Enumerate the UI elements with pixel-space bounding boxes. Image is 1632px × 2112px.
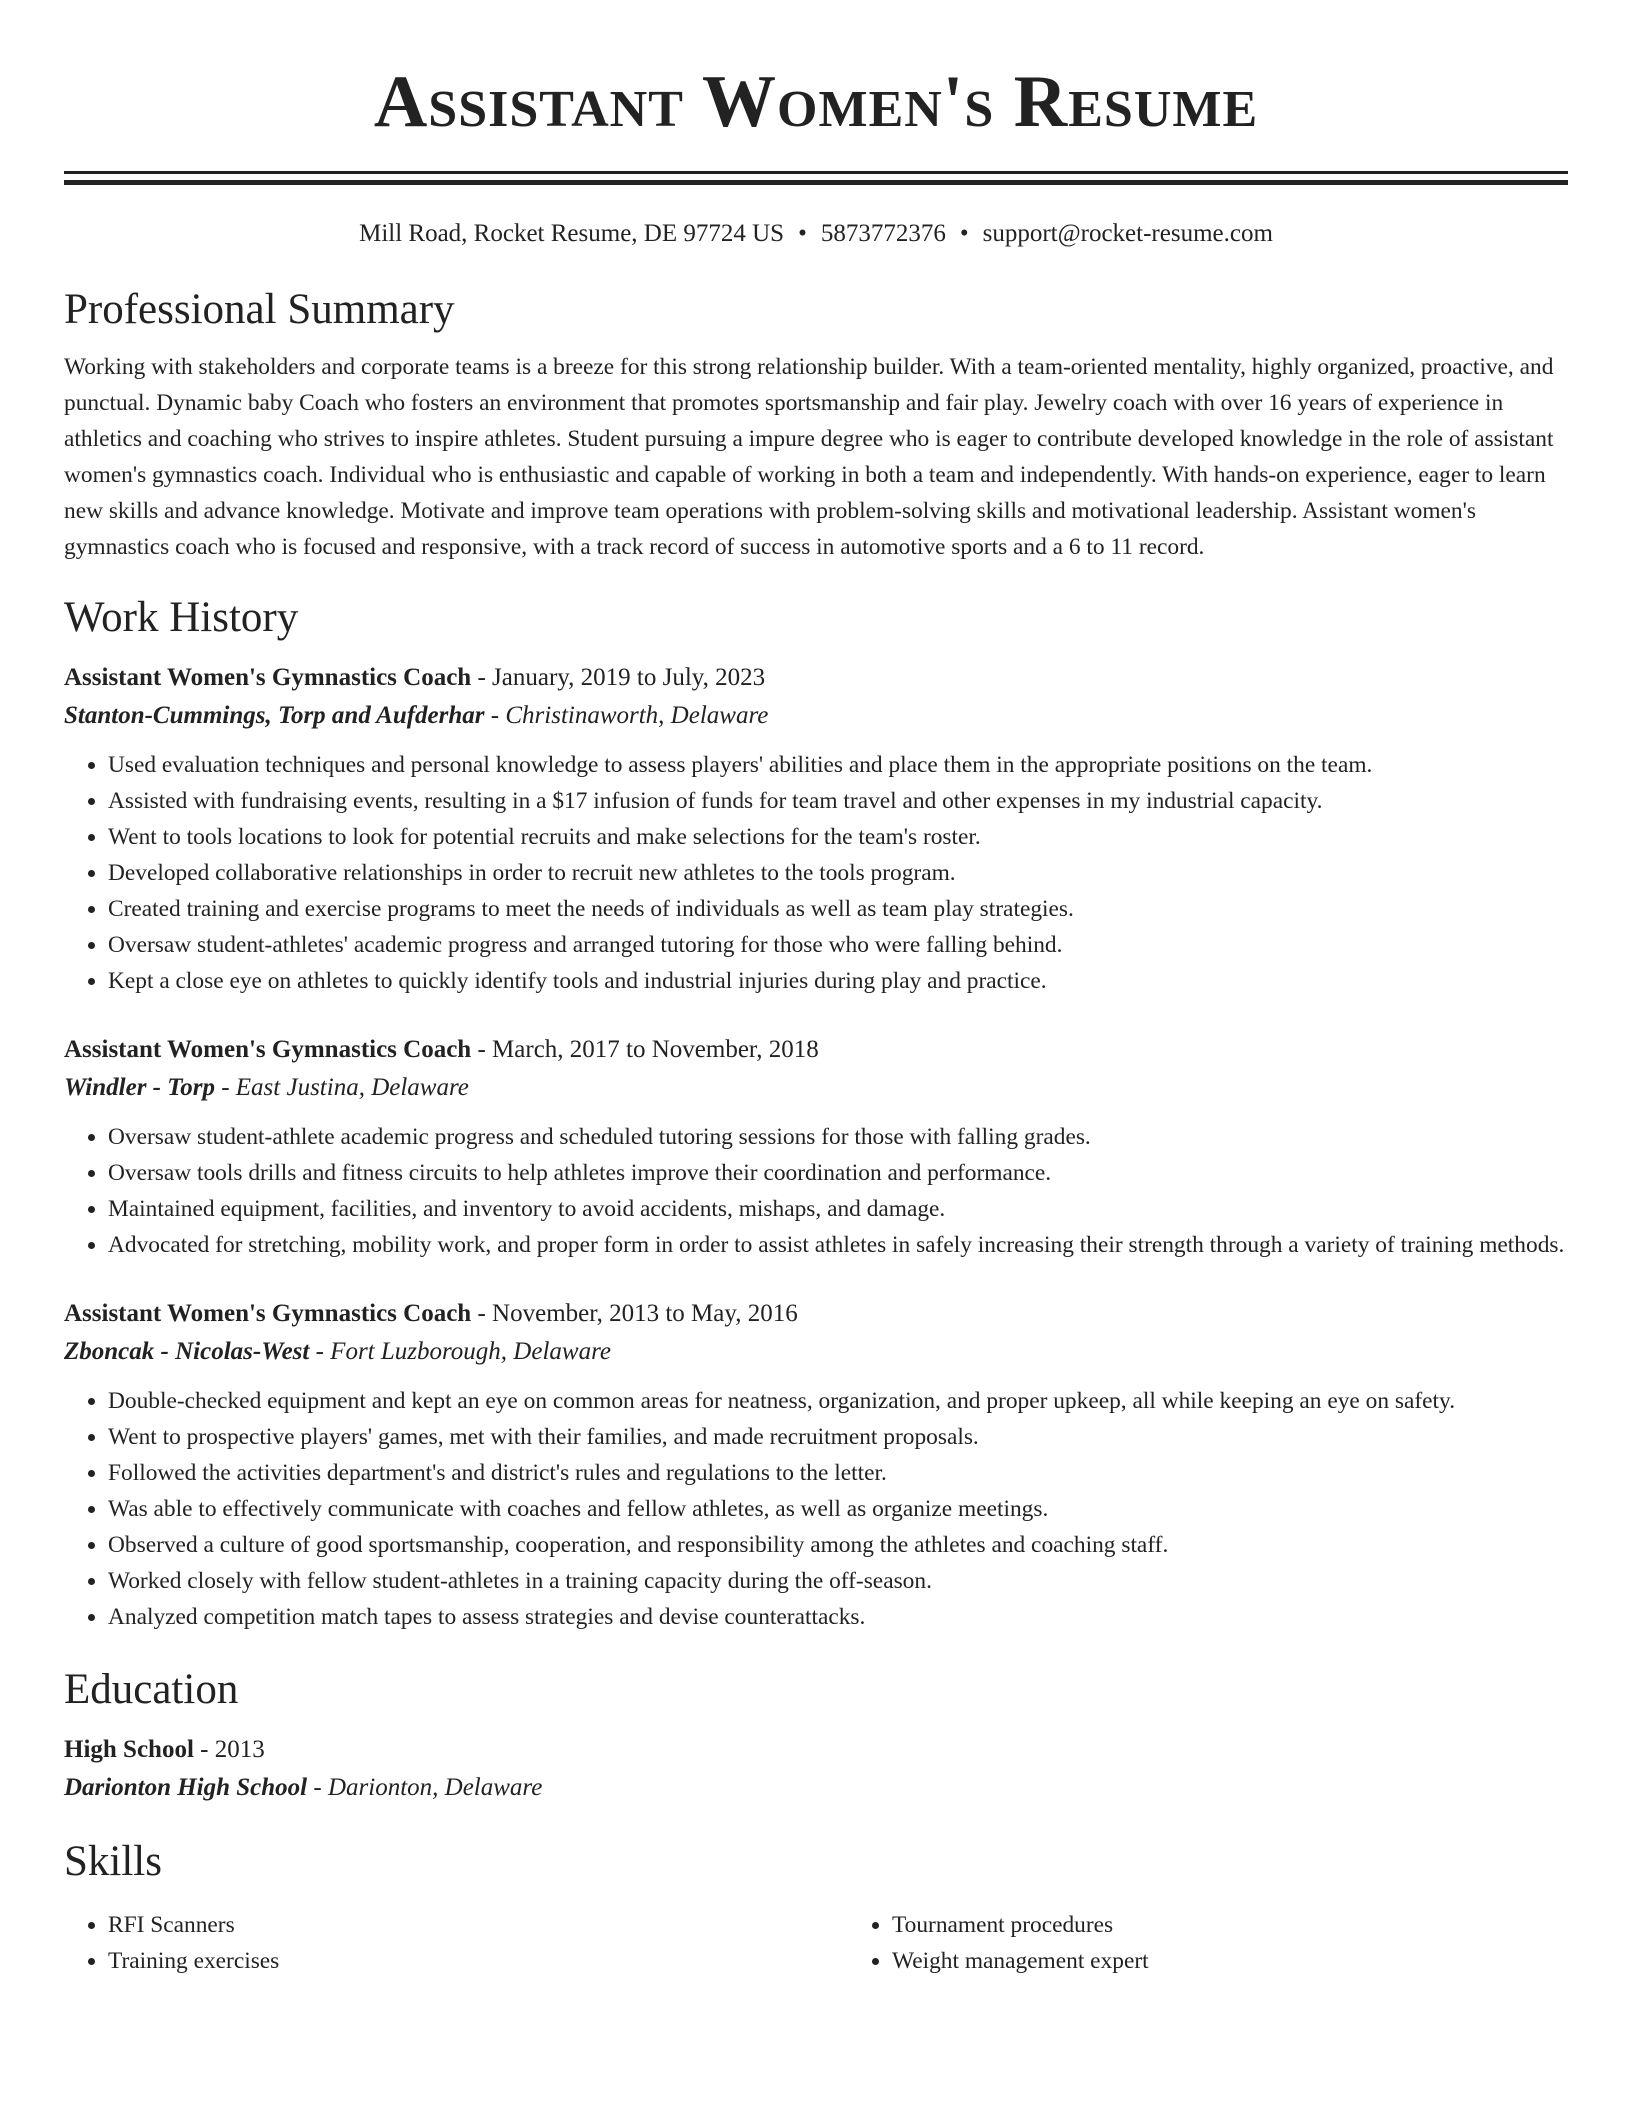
list-item: • Assisted with fundraising events, resulting in a $17 infusion of funds for team travel and other expenses in my industrial capacity. [108,783,1568,819]
list-item: • Went to tools locations to look for potential recruits and make selections for the team's roster. [108,819,1568,855]
job-company: Zboncak - Nicolas-West [64,1338,310,1365]
section-heading-education: Education [64,1666,239,1713]
list-item: • Observed a culture of good sportsmanship, cooperation, and responsibility among the athletes and coaching staff. [108,1527,1568,1563]
job-dates: November, 2013 to May, 2016 [492,1300,798,1327]
section-heading-work: Work History [64,594,299,641]
list-item: • Was able to effectively communicate with coaches and fellow athletes, as well as organize meetings. [108,1491,1568,1527]
job-heading: Assistant Women's Gymnastics Coach - March, 2017 to November, 2018 [64,1036,819,1063]
list-item: • Used evaluation techniques and personal knowledge to assess players' abilities and place them in the appropriate positions on the team. [108,747,1568,783]
contact-address: Mill Road, Rocket Resume, DE 97724 US [359,220,785,247]
job-title: Assistant Women's Gymnastics Coach [64,1300,472,1327]
list-item: • Oversaw student-athletes' academic progress and arranged tutoring for those who were falling behind. [108,927,1568,963]
list-item: • Created training and exercise programs to meet the needs of individuals as well as team play strategies. [108,891,1568,927]
skill-item: • Weight management expert [892,1943,1568,1979]
job-title: Assistant Women's Gymnastics Coach [64,1036,472,1063]
resume-title: Assistant Women's Resume [373,61,1259,143]
contact-separator: • [798,220,807,247]
contact-phone: 5873772376 [820,220,946,247]
list-item: • Oversaw tools drills and fitness circuits to help athletes improve their coordination and performance. [108,1155,1568,1191]
contact-separator: • [959,220,969,247]
skills-list-right [848,1907,1568,1979]
list-item: • Kept a close eye on athletes to quickly identify tools and industrial injuries during play and practice. [108,963,1568,999]
job-entry [64,1299,1568,1635]
job-company: Stanton-Cummings, Torp and Aufderhar [64,702,485,729]
job-duties [64,1119,1568,1263]
job-entry [64,1035,1568,1263]
list-item: • Followed the activities department's and district's rules and regulations to the letter. [108,1455,1568,1491]
job-entry [64,663,1568,999]
skills-grid [64,1907,1568,1979]
title-divider-thin [64,171,1568,174]
job-title: Assistant Women's Gymnastics Coach [64,664,472,691]
education-heading: High School - 2013 [64,1736,265,1763]
education-degree: High School [64,1736,194,1763]
job-company: Windler - Torp [64,1074,215,1101]
skills-list-left [64,1907,848,1979]
list-item: • Analyzed competition match tapes to assess strategies and devise counterattacks. [108,1599,1568,1635]
job-employer: Stanton-Cummings, Torp and Aufderhar - Christinaworth, Delaware [64,702,769,729]
list-item: • Developed collaborative relationships in order to recruit new athletes to the tools program. [108,855,1568,891]
contact-email: support@rocket-resume.com [982,220,1273,247]
job-dates: January, 2019 to July, 2023 [492,664,766,691]
job-dates: March, 2017 to November, 2018 [492,1036,819,1063]
list-item: • Advocated for stretching, mobility work, and proper form in order to assist athletes in safely increasing their strength through a variety of training methods. [108,1227,1568,1263]
section-heading-skills: Skills [64,1838,162,1885]
list-item: • Double-checked equipment and kept an eye on common areas for neatness, organization, and proper upkeep, all while keeping an eye on safety. [108,1383,1568,1419]
list-item: • Oversaw student-athlete academic progress and scheduled tutoring sessions for those with falling grades. [108,1119,1568,1155]
list-item: • Maintained equipment, facilities, and inventory to avoid accidents, mishaps, and damage. [108,1191,1568,1227]
job-location: East Justina, Delaware [235,1074,469,1101]
job-heading: Assistant Women's Gymnastics Coach - January, 2019 to July, 2023 [64,664,766,691]
education-school: Darionton High School [64,1774,308,1801]
list-item: • Went to prospective players' games, met with their families, and made recruitment proposals. [108,1419,1568,1455]
job-heading: Assistant Women's Gymnastics Coach - November, 2013 to May, 2016 [64,1300,798,1327]
summary-text: Working with stakeholders and corporate teams is a breeze for this strong relationship builder. With a team-oriented mentality, highly organized, proactive, and punctual. Dynamic baby Coach who fosters an environment that promotes sportsmanship and fair play. Jewelry coach with over 16 years of experience in athletics and coaching who strives to inspire athletes. Student pursuing a impure degree who is eager to contribute developed knowledge in the role of assistant women's gymnastics coach. Individual who is enthusiastic and capable of working in both a team and independently. With hands-on experience, eager to learn new skills and advance knowledge. Motivate and improve team operations with problem-solving skills and motivational leadership. Assistant women's gymnastics coach who is focused and responsive, with a track record of success in automotive sports and a 6 to 11 record. [64,354,1554,560]
job-location: Christinaworth, Delaware [505,702,769,729]
job-duties [64,747,1568,999]
contact-line [64,219,1568,249]
job-duties [64,1383,1568,1635]
job-location: Fort Luzborough, Delaware [330,1338,611,1365]
education-entry [64,1735,1568,1803]
education-school-line: Darionton High School - Darionton, Delaware [64,1774,543,1801]
title-divider-thick [64,180,1568,185]
skill-item: • Tournament procedures [892,1907,1568,1943]
skill-item: • Training exercises [108,1943,848,1979]
education-location: Darionton, Delaware [327,1774,543,1801]
job-employer: Windler - Torp - East Justina, Delaware [64,1074,469,1101]
section-heading-summary: Professional Summary [64,286,455,333]
skill-item: • RFI Scanners [108,1907,848,1943]
education-year: 2013 [214,1736,265,1763]
list-item: • Worked closely with fellow student-athletes in a training capacity during the off-season. [108,1563,1568,1599]
job-employer: Zboncak - Nicolas-West - Fort Luzborough, Delaware [64,1338,611,1365]
